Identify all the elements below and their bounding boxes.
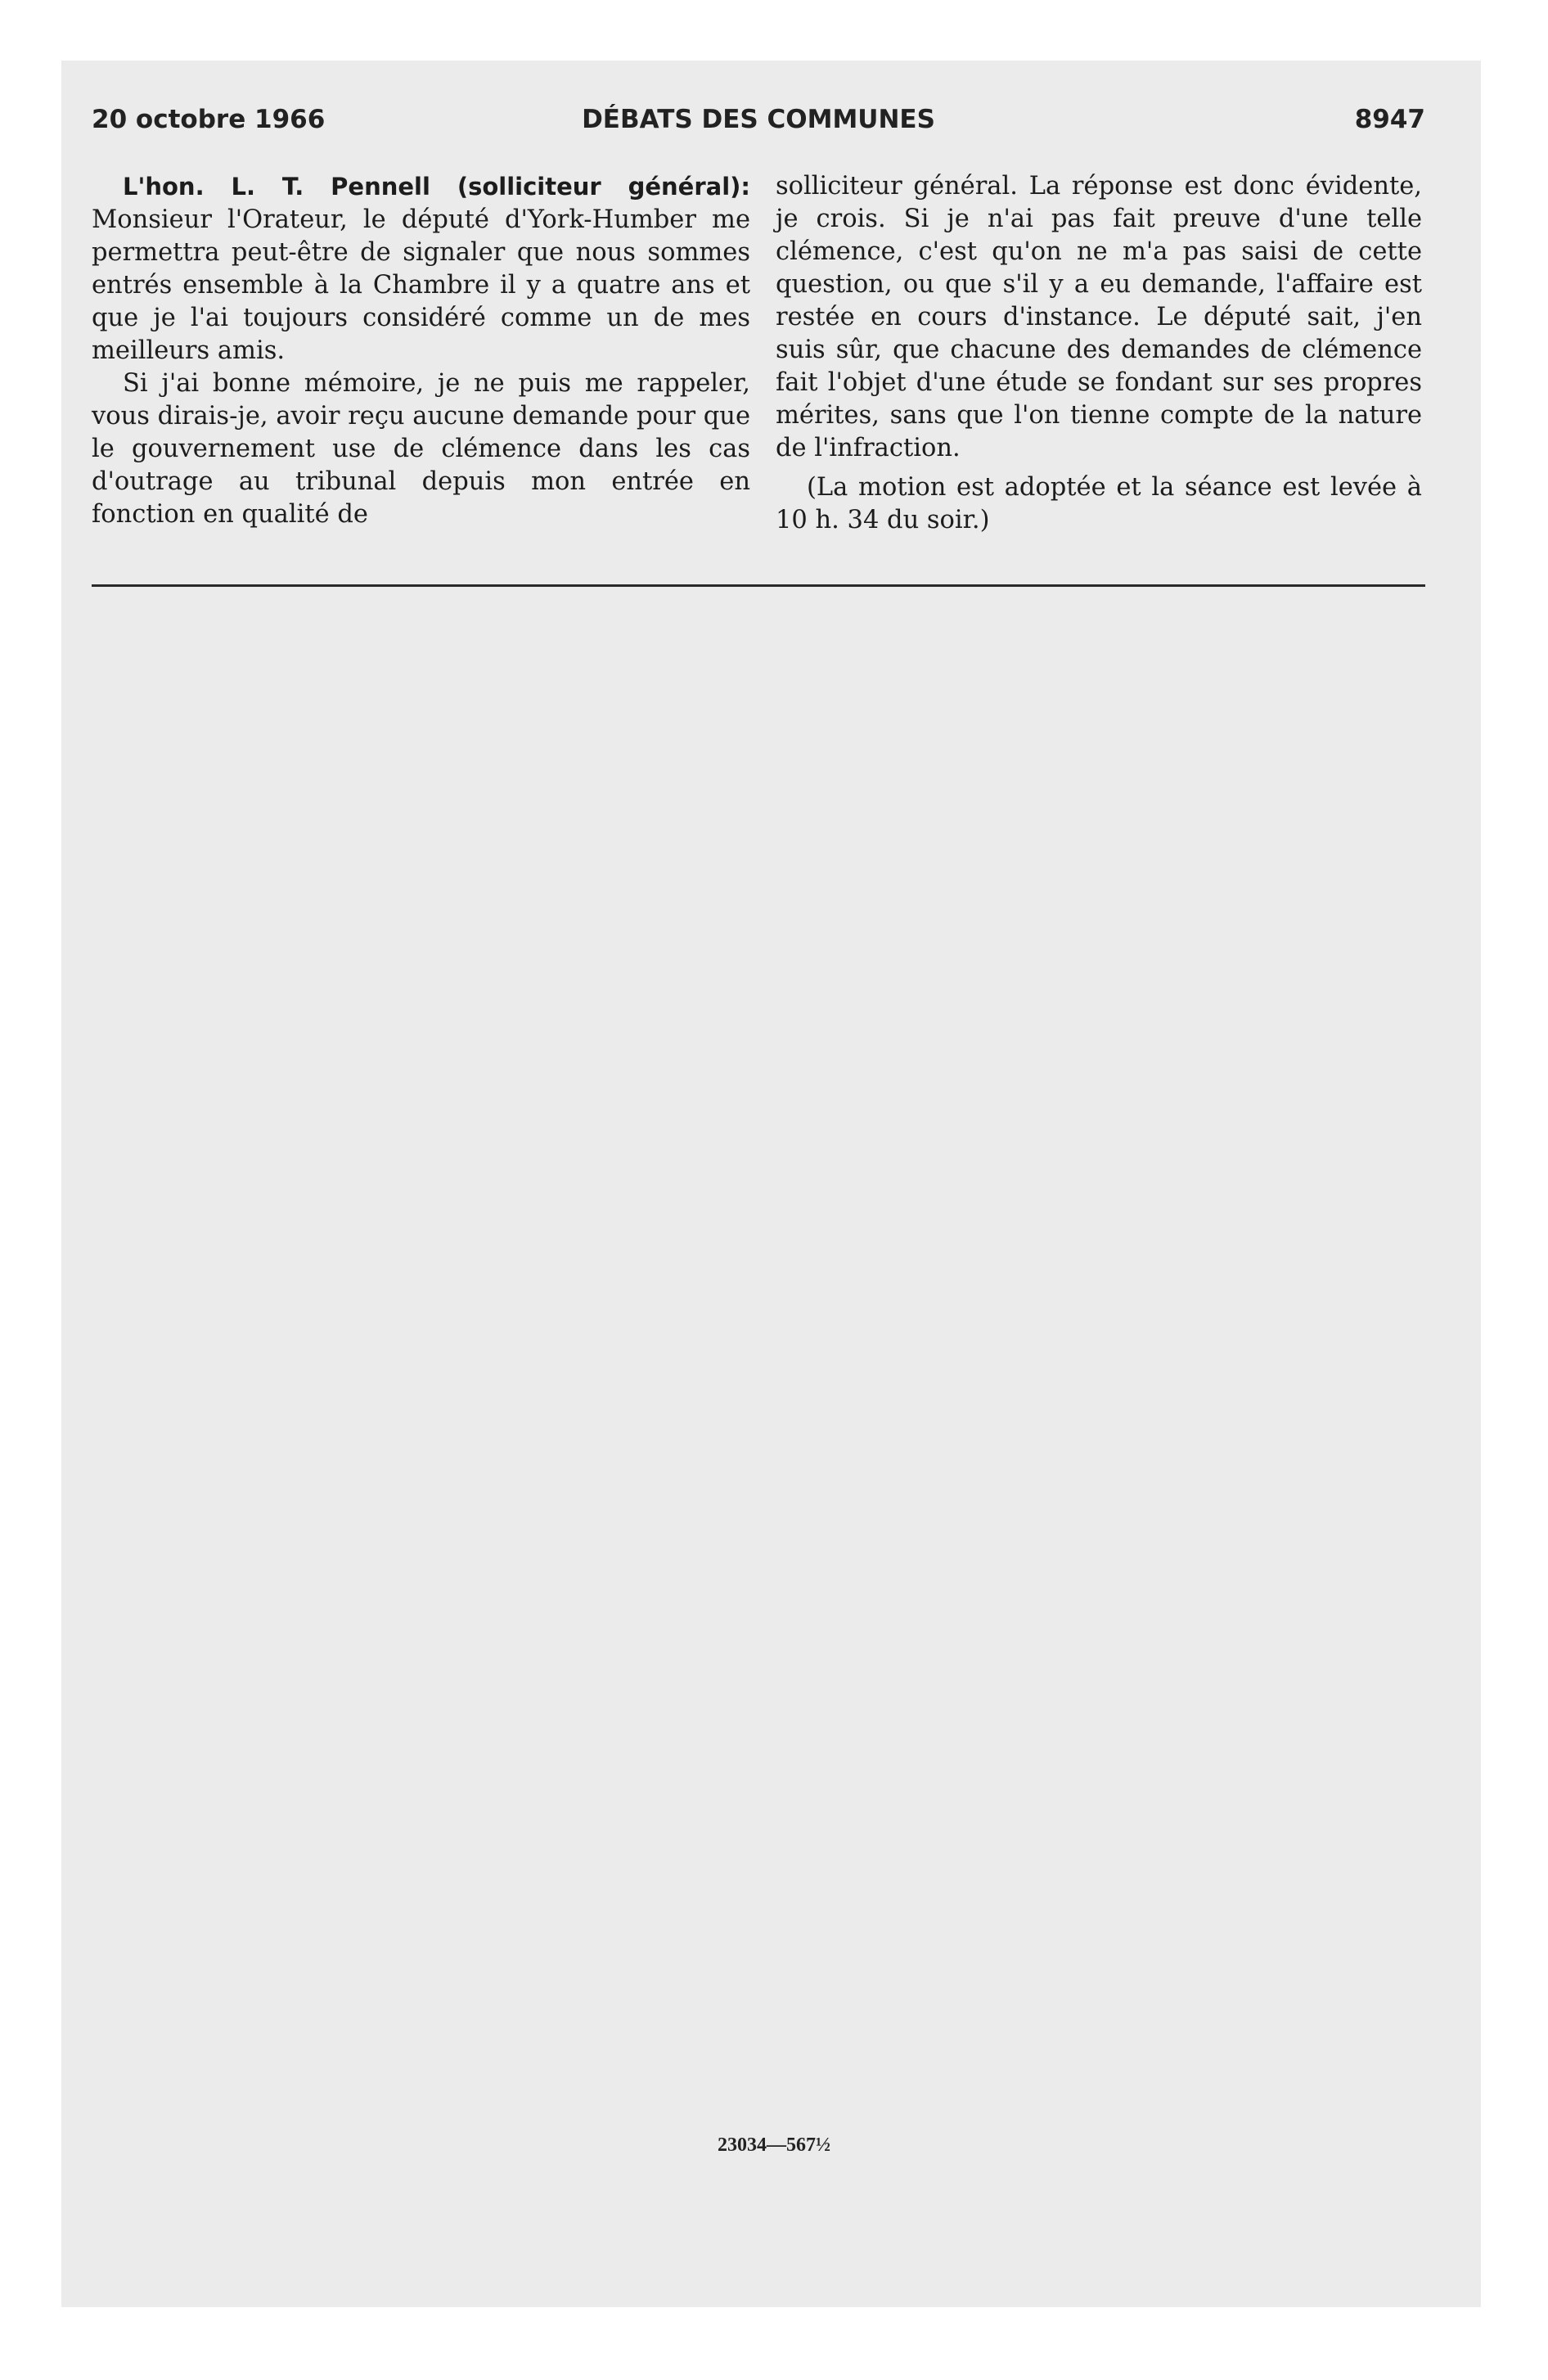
paragraph: solliciteur général. La réponse est donc évidente, je crois. Si je n'ai pas fait preuve d'une telle clémence, c'est qu'on ne m'a pas saisi de cette question, ou que s'il y a eu demande, l'affaire est restée en cours d'instance. Le député sait, j'en suis sûr, que chacune des demandes de clémence fait l'objet d'une étude se fondant sur ses propres mérites, sans que l'on tienne compte de la nature de l'infraction. — [776, 172, 1422, 462]
paragraph: Si j'ai bonne mémoire, je ne puis me rappeler, vous dirais-je, avoir reçu aucune demande pour que le gouvernement use de clémence dans les cas d'outrage au tribunal depuis mon entrée en fonction en qualité de — [92, 369, 750, 529]
printer-signature: 23034—567½ — [718, 2134, 830, 2156]
page-number: 8947 — [1354, 105, 1425, 134]
paragraph: (La motion est adoptée et la séance est levée à 10 h. 34 du soir.) — [776, 473, 1422, 534]
paragraph — [92, 170, 750, 367]
running-header — [92, 105, 1425, 146]
left-column — [92, 170, 750, 531]
paragraph-text: Monsieur l'Orateur, le député d'York-Humber me permettra peut-être de signaler que nous sommes entrés ensemble à la Chambre il y a quatre ans et que je l'ai toujours considéré comme un de mes meilleurs amis. — [92, 205, 750, 365]
right-column — [776, 170, 1422, 537]
header-title: DÉBATS DES COMMUNES — [582, 105, 935, 134]
header-date: 20 octobre 1966 — [92, 105, 326, 134]
speaker-name: L'hon. L. T. Pennell (solliciteur général): — [123, 173, 750, 201]
section-divider — [92, 584, 1425, 587]
